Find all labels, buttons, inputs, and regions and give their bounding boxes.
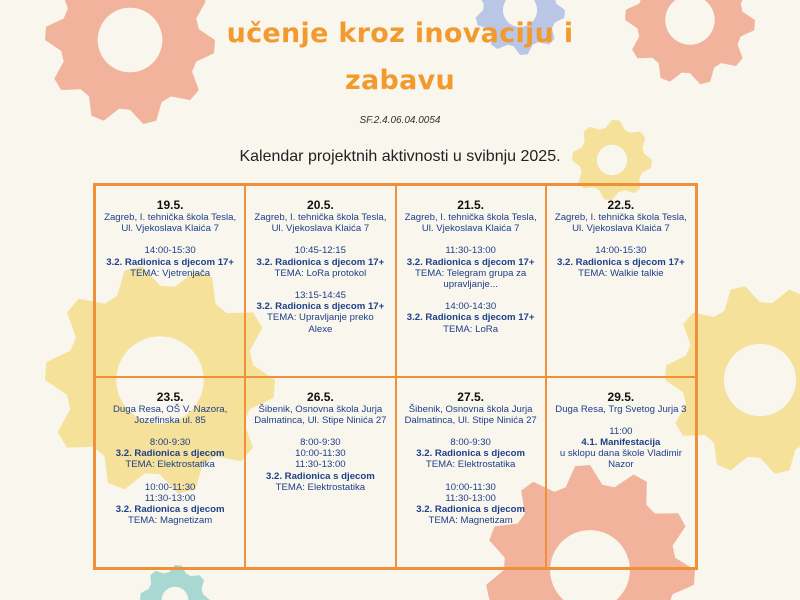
cell-activity: 3.2. Radionica s djecom (416, 503, 526, 515)
cell-theme: TEMA: LoRa (443, 323, 499, 335)
cell-time: 10:00-11:30 (144, 481, 196, 493)
cell-date: 20.5. (307, 198, 334, 212)
calendar-grid (93, 183, 698, 570)
cell-date: 19.5. (156, 198, 184, 212)
cell-date: 22.5. (607, 198, 635, 212)
cell-theme: TEMA: Elektrostatika (425, 459, 516, 471)
cell-location: Zagreb, I. tehnička škola Tesla, Ul. Vjekoslava Klaića 7 (404, 212, 537, 235)
cell-location: Zagreb, I. tehnička škola Tesla, Ul. Vjekoslava Klaića 7 (554, 212, 687, 235)
cell-activity: 4.1. Manifestacija (581, 436, 661, 448)
gear-hole (724, 344, 796, 416)
cell-location: Duga Resa, Trg Svetog Jurja 3 (555, 403, 687, 415)
cell-time: 8:00-9:30 (450, 436, 491, 448)
project-code: SF.2.4.06.04.0054 (359, 115, 441, 126)
cell-activity: 3.2. Radionica s djecom (265, 470, 375, 482)
cell-time: 8:00-9:30 (300, 436, 341, 448)
calendar-cell-26-5 (245, 377, 395, 569)
cell-time: 11:00 (609, 425, 633, 437)
cell-theme: TEMA: Magnetizam (128, 515, 213, 527)
cell-time: 11:30-13:00 (445, 245, 496, 257)
cell-activity: 3.2. Radionica s djecom 17+ (106, 256, 234, 268)
cell-time: 10:45-12:15 (294, 245, 346, 257)
cell-location: Šibenik, Osnovna škola Jurja Dalmatinca, Ul. Stipe Ninića 27 (254, 403, 387, 426)
cell-date: 23.5. (156, 389, 184, 404)
page-title-line-1: učenje kroz inovaciju i (226, 18, 574, 49)
cell-activity: 3.2. Radionica s djecom 17+ (256, 301, 385, 313)
cell-activity: 3.2. Radionica s djecom 17+ (406, 312, 535, 324)
cell-activity: 3.2. Radionica s djecom (416, 448, 526, 460)
cell-time: 8:00-9:30 (149, 436, 191, 448)
cell-time: 11:30-13:00 (295, 459, 346, 471)
cell-location: Duga Resa, OŠ V. Nazora, Jozefinska ul. 85 (112, 403, 228, 426)
cell-activity: 3.2. Radionica s djecom (115, 448, 225, 460)
page-title-line-2: zabavu (344, 65, 456, 96)
cell-time: 11:30-13:00 (144, 492, 196, 504)
cell-date: 21.5. (457, 198, 484, 212)
cell-time: 10:00-11:30 (295, 448, 346, 460)
calendar-cell-20-5 (245, 185, 395, 377)
cell-time: 14:00-15:30 (144, 245, 196, 257)
cell-date: 27.5. (457, 389, 484, 404)
cell-activity: 3.2. Radionica s djecom 17+ (256, 256, 385, 268)
cell-date: 29.5. (607, 389, 635, 404)
cell-theme: TEMA: Walkie talkie (578, 267, 664, 279)
cell-theme: TEMA: Telegram grupa za upravljanje... (414, 267, 527, 291)
cell-activity: 3.2. Radionica s djecom 17+ (557, 256, 685, 268)
cell-location: Šibenik, Osnovna škola Jurja Dalmatinca, Ul. Stipe Ninića 27 (404, 403, 537, 426)
cell-theme: TEMA: Elektrostatika (275, 481, 366, 493)
cell-activity: 3.2. Radionica s djecom (115, 503, 225, 515)
calendar-cell-19-5 (95, 185, 245, 377)
calendar-cell-22-5 (546, 185, 696, 377)
cell-theme: TEMA: Magnetizam (428, 515, 513, 527)
cell-theme: TEMA: LoRa protokol (274, 267, 367, 279)
cell-location: Zagreb, I. tehnička škola Tesla, Ul. Vjekoslava Klaića 7 (104, 212, 237, 235)
cell-theme: TEMA: Elektrostatika (125, 459, 215, 471)
cell-date: 26.5. (307, 389, 334, 404)
calendar-cell-29-5 (546, 377, 696, 569)
cell-theme: TEMA: Vjetrenjača (130, 267, 211, 279)
cell-time: 14:00-15:30 (595, 245, 647, 257)
cell-time: 14:00-14:30 (445, 301, 497, 313)
cell-theme: u sklopu dana škole Vladimir Nazor (559, 448, 682, 471)
calendar-cell-21-5 (396, 185, 546, 377)
cell-time: 13:15-14:45 (294, 290, 346, 302)
cell-activity: 3.2. Radionica s djecom 17+ (406, 256, 535, 268)
calendar-subtitle: Kalendar projektnih aktivnosti u svibnju 2025. (239, 148, 561, 165)
cell-time: 10:00-11:30 (445, 481, 496, 493)
cell-time: 11:30-13:00 (445, 492, 496, 504)
cell-location: Zagreb, I. tehnička škola Tesla, Ul. Vjekoslava Klaića 7 (254, 212, 387, 235)
calendar-cell-23-5 (95, 377, 245, 569)
calendar-cell-27-5 (396, 377, 546, 569)
cell-theme: TEMA: Upravljanje preko Alexe (267, 312, 374, 335)
